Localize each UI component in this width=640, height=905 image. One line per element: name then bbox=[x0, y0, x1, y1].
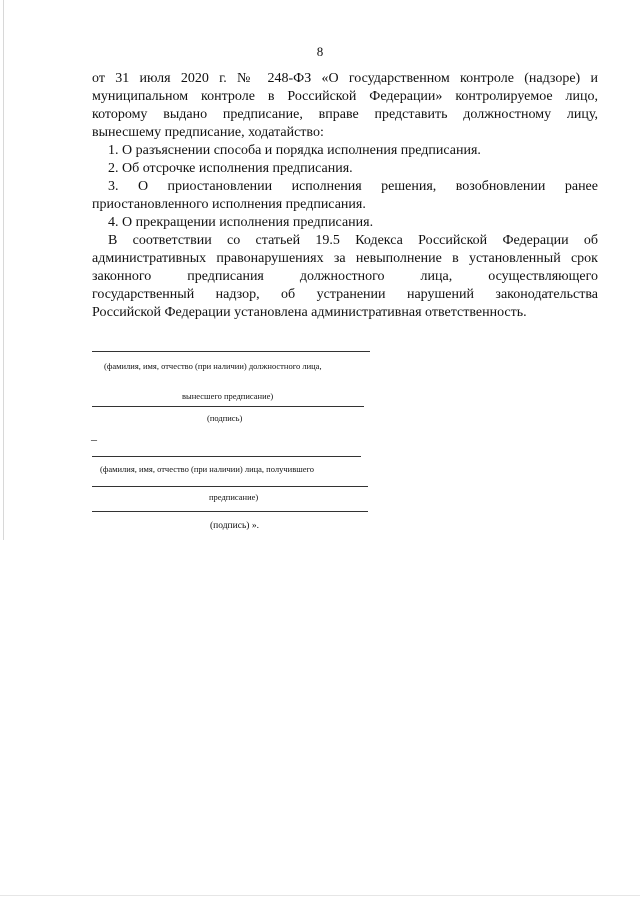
document-body bbox=[92, 70, 598, 322]
scan-bottom-edge bbox=[0, 895, 640, 896]
liability-line-4: государственный надзор, об устранении нарушений законодательства bbox=[92, 287, 598, 302]
liability-line-3: законного предписания должностного лица, осуществляющего bbox=[92, 269, 598, 284]
recipient-name-caption: (фамилия, имя, отчество (при наличии) лица, получившего bbox=[100, 464, 315, 474]
intro-line-4: вынесшему предписание, ходатайство: bbox=[92, 125, 324, 140]
liability-line-5: Российской Федерации установлена административная ответственность. bbox=[92, 305, 527, 320]
recipient-name-caption-cont: предписание) bbox=[209, 492, 259, 502]
liability-line-2: административных правонарушениях за невыполнение в установленный срок bbox=[92, 251, 598, 266]
list-item-2: 2. Об отсрочке исполнения предписания. bbox=[108, 161, 353, 176]
official-signature-caption: (подпись) bbox=[207, 413, 243, 423]
recipient-signature-caption: (подпись) ». bbox=[210, 521, 259, 531]
dash-mark: – bbox=[91, 432, 97, 446]
recipient-signature-line bbox=[92, 511, 368, 512]
official-name-line bbox=[92, 351, 370, 352]
liability-line-1: В соответствии со статьей 19.5 Кодекса Российской Федерации об bbox=[108, 233, 598, 248]
official-name-caption-cont: вынесшего предписание) bbox=[182, 391, 274, 401]
intro-line-1: от 31 июля 2020 г. № 248-ФЗ «О государственном контроле (надзоре) и bbox=[92, 71, 598, 86]
official-signature-line bbox=[92, 406, 364, 407]
intro-line-3: которому выдано предписание, вправе представить должностному лицу, bbox=[92, 107, 598, 122]
official-name-caption: (фамилия, имя, отчество (при наличии) должностного лица, bbox=[104, 361, 322, 371]
list-item-1: 1. О разъяснении способа и порядка исполнения предписания. bbox=[108, 143, 481, 158]
recipient-name-line-2 bbox=[92, 486, 368, 487]
list-item-3-cont: приостановленного исполнения предписания. bbox=[92, 197, 366, 212]
intro-line-2: муниципальном контроле в Российской Федерации» контролируемое лицо, bbox=[92, 89, 598, 104]
scan-edge-line bbox=[3, 0, 4, 540]
page-number: 8 bbox=[316, 44, 324, 59]
list-item-4: 4. О прекращении исполнения предписания. bbox=[108, 215, 374, 230]
recipient-name-line bbox=[92, 456, 361, 457]
list-item-3: 3. О приостановлении исполнения решения, возобновлении ранее bbox=[108, 179, 598, 194]
